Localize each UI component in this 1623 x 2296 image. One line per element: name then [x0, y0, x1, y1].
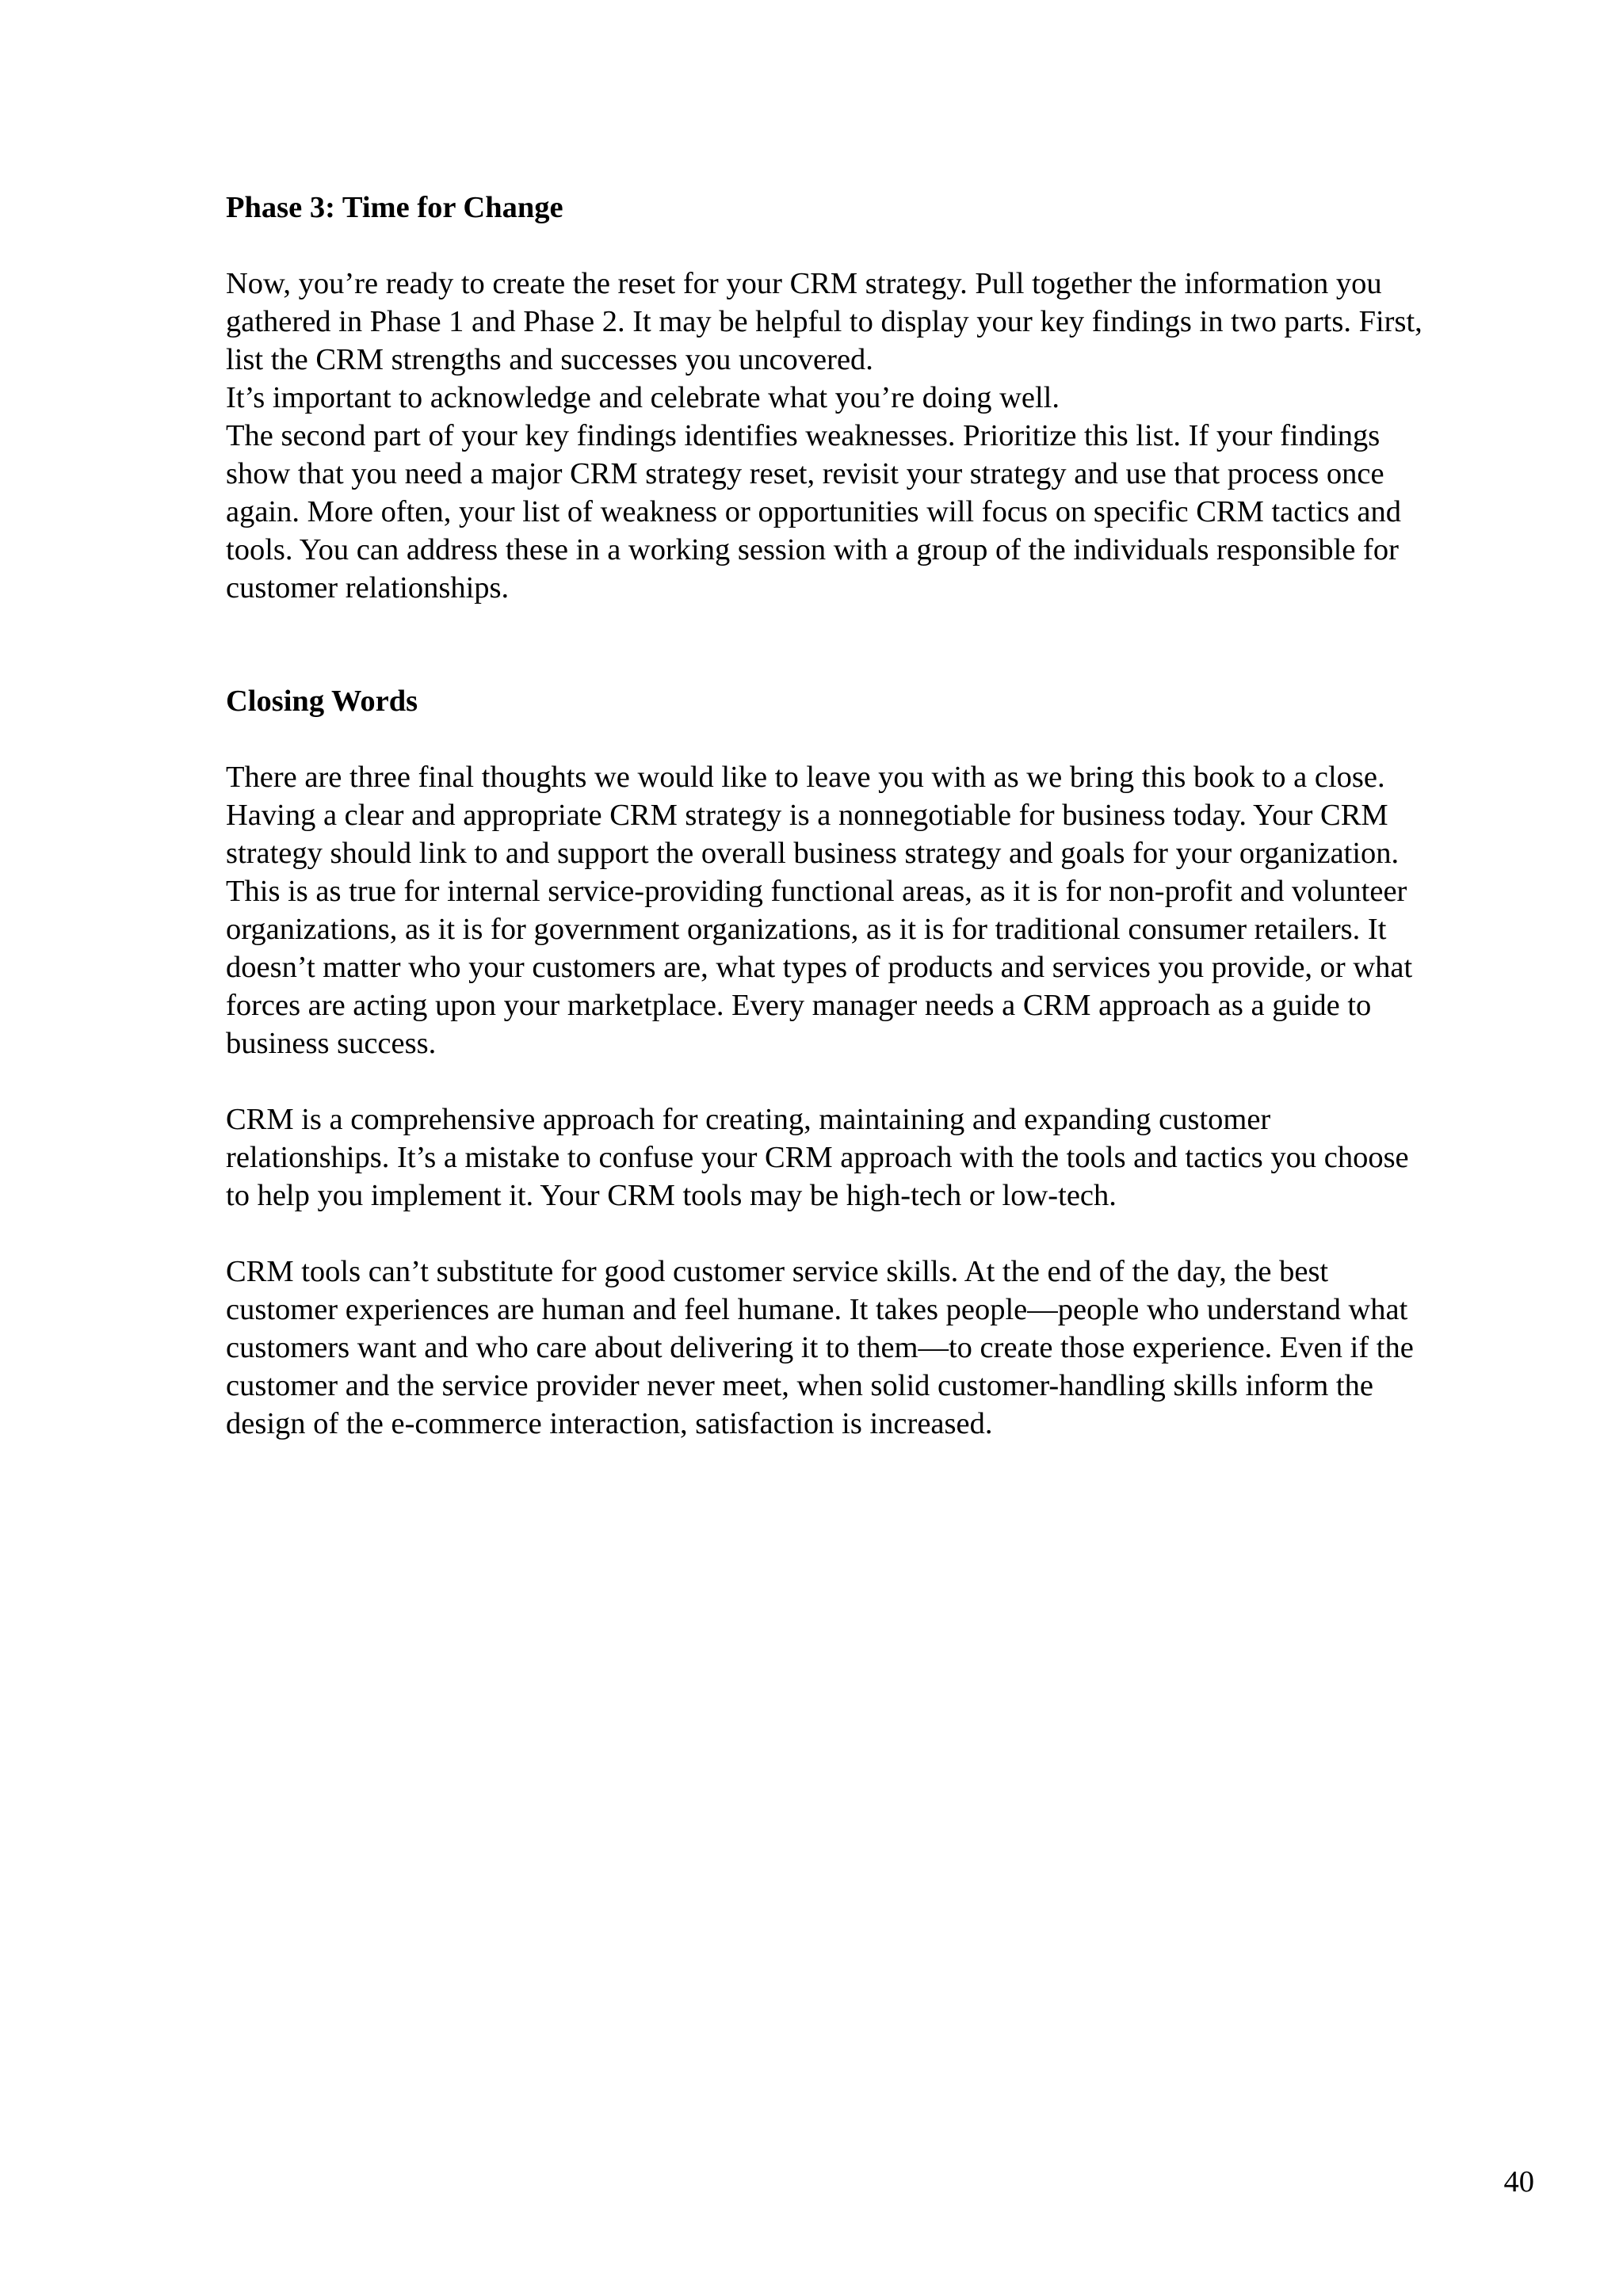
- text-line: There are three final thoughts we would like to leave you with as we bring this book to a close.: [226, 761, 1385, 794]
- text-line: customer relationships.: [226, 571, 510, 605]
- text-line: tools. You can address these in a working session with a group of the individuals responsible for: [226, 533, 1399, 566]
- paragraph-closing-1: [226, 758, 1541, 1062]
- text-line: show that you need a major CRM strategy reset, revisit your strategy and use that process once: [226, 457, 1384, 490]
- text-line: customers want and who care about delivering it to them—to create those experience. Even if the: [226, 1331, 1414, 1364]
- text-line: CRM is a comprehensive approach for creating, maintaining and expanding customer: [226, 1103, 1271, 1136]
- paragraph-closing-3: [226, 1253, 1541, 1443]
- spacer: [226, 227, 1541, 265]
- text-line: customer experiences are human and feel humane. It takes people—people who understand what: [226, 1293, 1408, 1326]
- text-line: The second part of your key findings identifies weaknesses. Prioritize this list. If your findings: [226, 419, 1381, 452]
- spacer: [226, 1215, 1541, 1253]
- text-line: CRM tools can’t substitute for good customer service skills. At the end of the day, the best: [226, 1255, 1329, 1288]
- text-line: again. More often, your list of weakness or opportunities will focus on specific CRM tactics and: [226, 495, 1402, 528]
- text-line: forces are acting upon your marketplace. Every manager needs a CRM approach as a guide to: [226, 989, 1372, 1022]
- text-line: business success.: [226, 1027, 437, 1060]
- text-line: Having a clear and appropriate CRM strategy is a nonnegotiable for business today. Your CRM: [226, 799, 1388, 832]
- text-line: design of the e-commerce interaction, satisfaction is increased.: [226, 1407, 993, 1440]
- text-line: organizations, as it is for government organizations, as it is for traditional consumer retailers. It: [226, 913, 1387, 946]
- section-heading-closing-words: Closing Words: [226, 685, 418, 718]
- text-line: relationships. It’s a mistake to confuse your CRM approach with the tools and tactics you choose: [226, 1141, 1409, 1174]
- text-line: This is as true for internal service-providing functional areas, as it is for non-profit and volunteer: [226, 875, 1407, 908]
- text-line: doesn’t matter who your customers are, what types of products and services you provide, or what: [226, 951, 1413, 984]
- spacer: [226, 720, 1541, 758]
- paragraph-closing-2: [226, 1100, 1541, 1215]
- text-line: to help you implement it. Your CRM tools may be high-tech or low-tech.: [226, 1179, 1117, 1212]
- spacer: [226, 1062, 1541, 1100]
- paragraph-phase-3: [226, 265, 1541, 607]
- text-line: list the CRM strengths and successes you uncovered.: [226, 343, 873, 376]
- page-number: 40: [1503, 2165, 1534, 2199]
- text-line: gathered in Phase 1 and Phase 2. It may be helpful to display your key findings in two parts. First,: [226, 305, 1423, 338]
- text-line: It’s important to acknowledge and celebrate what you’re doing well.: [226, 381, 1060, 414]
- text-line: Now, you’re ready to create the reset for your CRM strategy. Pull together the information you: [226, 267, 1382, 300]
- section-heading-phase-3: Phase 3: Time for Change: [226, 191, 563, 224]
- text-line: customer and the service provider never meet, when solid customer-handling skills inform the: [226, 1369, 1373, 1402]
- spacer: [226, 607, 1541, 682]
- page-content: [226, 189, 1541, 1443]
- text-line: strategy should link to and support the overall business strategy and goals for your organization.: [226, 837, 1400, 870]
